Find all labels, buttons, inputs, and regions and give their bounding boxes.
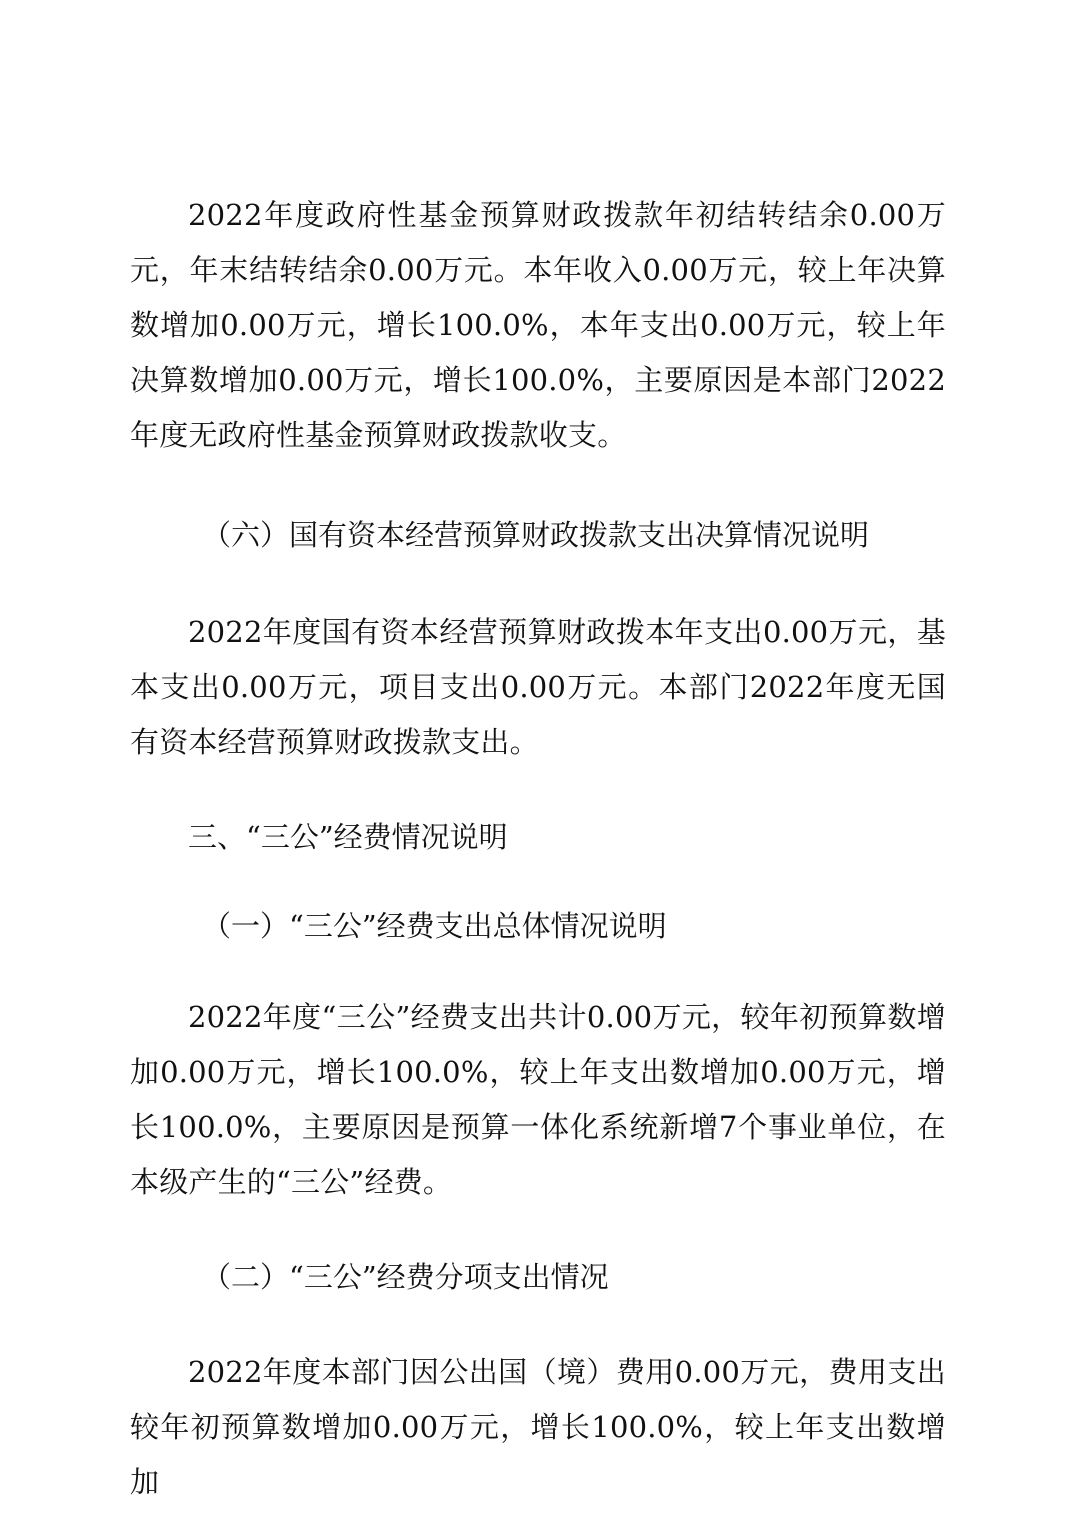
paragraph-overseas-travel: 2022年度本部门因公出国（境）费用0.00万元，费用支出较年初预算数增加0.00万元，增长100.0%，较上年支出数增加 xyxy=(130,1355,946,1499)
paragraph-three-public-overall: 2022年度“三公”经费支出共计0.00万元，较年初预算数增加0.00万元，增长100.0%，较上年支出数增加0.00万元，增长100.0%，主要原因是预算一体化系统新增7个事业单位，在本级产生的“三公”经费。 xyxy=(130,1000,946,1199)
document-body xyxy=(130,188,946,1510)
paragraph-government-fund: 2022年度政府性基金预算财政拨款年初结转结余0.00万元，年末结转结余0.00万元。本年收入0.00万元，较上年决算数增加0.00万元，增长100.0%，本年支出0.00万元，较上年决算数增加0.00万元，增长100.0%，主要原因是本部门2022年度无政府性基金预算财政拨款收支。 xyxy=(130,198,946,452)
subsection-heading-overall: （一）“三公”经费支出总体情况说明 xyxy=(202,909,667,943)
paragraph-state-capital: 2022年度国有资本经营预算财政拨本年支出0.00万元，基本支出0.00万元，项目支出0.00万元。本部门2022年度无国有资本经营预算财政拨款支出。 xyxy=(130,615,946,759)
section-heading-state-capital: （六）国有资本经营预算财政拨款支出决算情况说明 xyxy=(202,518,870,552)
section-heading-three-public: 三、“三公”经费情况说明 xyxy=(188,820,508,854)
subsection-heading-itemized: （二）“三公”经费分项支出情况 xyxy=(202,1260,609,1294)
